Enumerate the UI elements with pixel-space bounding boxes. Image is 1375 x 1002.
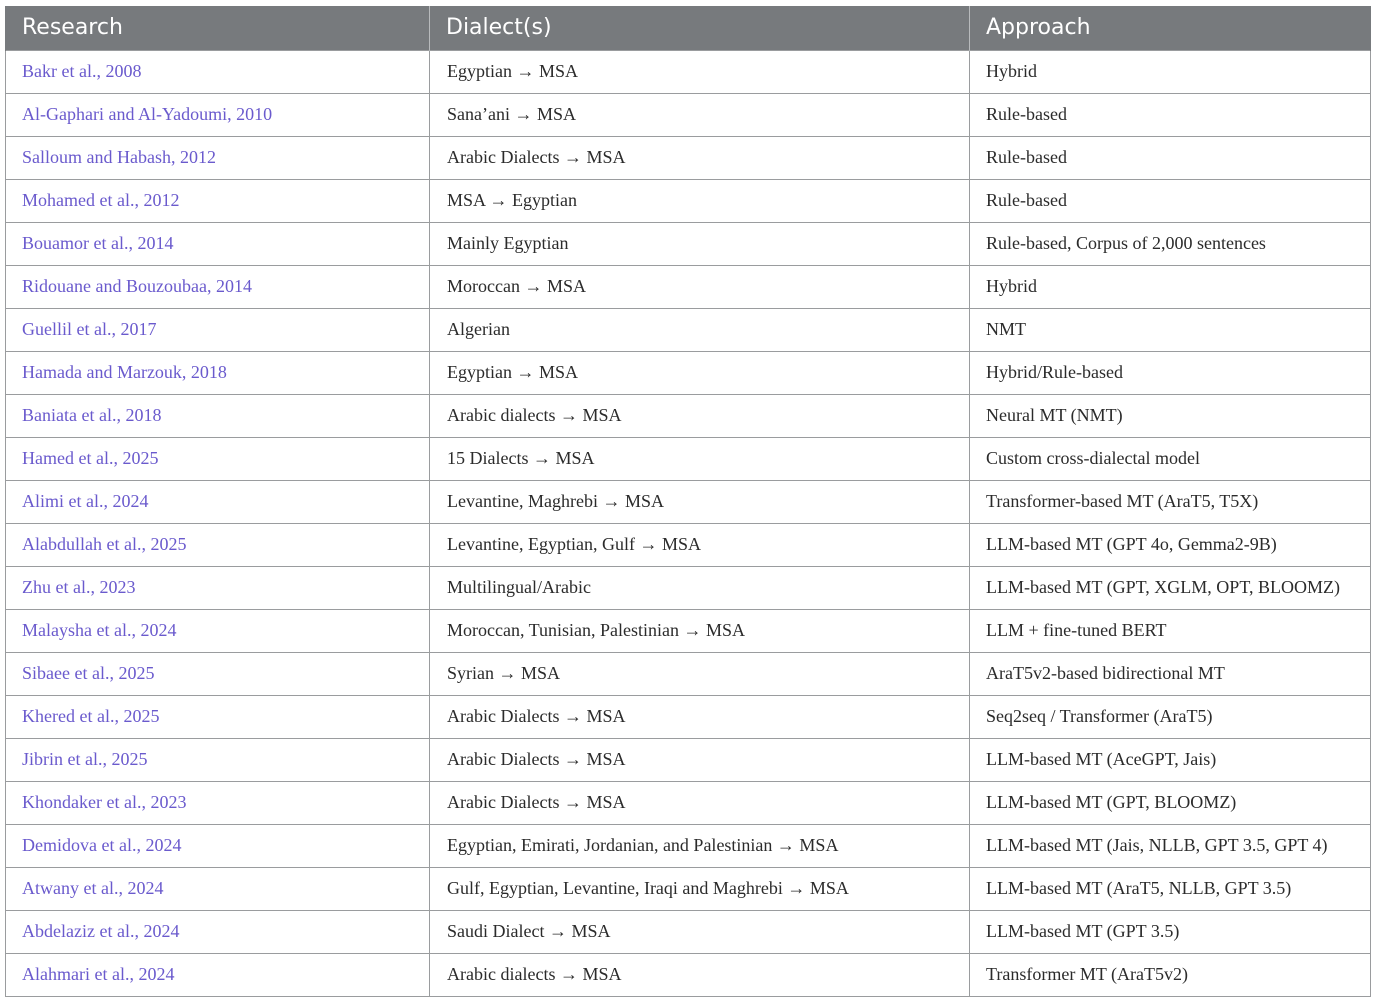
dialect-cell: MSA → Egyptian — [430, 179, 970, 222]
table-row — [6, 136, 1371, 179]
table-row — [6, 351, 1371, 394]
approach-cell: LLM-based MT (AceGPT, Jais) — [970, 738, 1371, 781]
approach-cell: Transformer-based MT (AraT5, T5X) — [970, 480, 1371, 523]
approach-cell: Rule-based — [970, 93, 1371, 136]
approach-cell: LLM-based MT (Jais, NLLB, GPT 3.5, GPT 4) — [970, 824, 1371, 867]
table-row — [6, 738, 1371, 781]
table-row — [6, 867, 1371, 910]
dialect-cell: Gulf, Egyptian, Levantine, Iraqi and Maghrebi → MSA — [430, 867, 970, 910]
table-row — [6, 179, 1371, 222]
header-approach: Approach — [970, 6, 1371, 50]
dialect-cell: Saudi Dialect → MSA — [430, 910, 970, 953]
approach-cell: LLM-based MT (GPT, BLOOMZ) — [970, 781, 1371, 824]
dialect-cell: Egyptian → MSA — [430, 351, 970, 394]
dialect-cell: 15 Dialects → MSA — [430, 437, 970, 480]
table-row — [6, 480, 1371, 523]
table-row — [6, 437, 1371, 480]
citation-link[interactable]: Malaysha et al., 2024 — [6, 609, 430, 652]
citation-link[interactable]: Alimi et al., 2024 — [6, 480, 430, 523]
header-dialects: Dialect(s) — [430, 6, 970, 50]
citation-link[interactable]: Sibaee et al., 2025 — [6, 652, 430, 695]
dialect-cell: Arabic Dialects → MSA — [430, 695, 970, 738]
approach-cell: NMT — [970, 308, 1371, 351]
approach-cell: Transformer MT (AraT5v2) — [970, 953, 1371, 996]
citation-link[interactable]: Zhu et al., 2023 — [6, 566, 430, 609]
dialect-cell: Arabic dialects → MSA — [430, 953, 970, 996]
header-research: Research — [6, 6, 430, 50]
approach-cell: LLM-based MT (GPT 3.5) — [970, 910, 1371, 953]
citation-link[interactable]: Guellil et al., 2017 — [6, 308, 430, 351]
dialect-cell: Egyptian → MSA — [430, 50, 970, 93]
citation-link[interactable]: Hamed et al., 2025 — [6, 437, 430, 480]
approach-cell: Custom cross-dialectal model — [970, 437, 1371, 480]
table-row — [6, 652, 1371, 695]
approach-cell: LLM + fine-tuned BERT — [970, 609, 1371, 652]
dialect-cell: Arabic Dialects → MSA — [430, 738, 970, 781]
citation-link[interactable]: Salloum and Habash, 2012 — [6, 136, 430, 179]
table-row — [6, 394, 1371, 437]
citation-link[interactable]: Abdelaziz et al., 2024 — [6, 910, 430, 953]
citation-link[interactable]: Al-Gaphari and Al-Yadoumi, 2010 — [6, 93, 430, 136]
citation-link[interactable]: Khondaker et al., 2023 — [6, 781, 430, 824]
dialect-cell: Sana’ani → MSA — [430, 93, 970, 136]
citation-link[interactable]: Alabdullah et al., 2025 — [6, 523, 430, 566]
literature-table-container — [5, 6, 1370, 997]
table-header — [6, 6, 1371, 50]
literature-table — [5, 6, 1371, 997]
approach-cell: Rule-based — [970, 136, 1371, 179]
citation-link[interactable]: Bakr et al., 2008 — [6, 50, 430, 93]
dialect-cell: Levantine, Maghrebi → MSA — [430, 480, 970, 523]
dialect-cell: Multilingual/Arabic — [430, 566, 970, 609]
dialect-cell: Moroccan, Tunisian, Palestinian → MSA — [430, 609, 970, 652]
citation-link[interactable]: Bouamor et al., 2014 — [6, 222, 430, 265]
approach-cell: LLM-based MT (AraT5, NLLB, GPT 3.5) — [970, 867, 1371, 910]
approach-cell: Hybrid — [970, 265, 1371, 308]
table-row — [6, 308, 1371, 351]
approach-cell: LLM-based MT (GPT 4o, Gemma2-9B) — [970, 523, 1371, 566]
dialect-cell: Levantine, Egyptian, Gulf → MSA — [430, 523, 970, 566]
table-row — [6, 953, 1371, 996]
approach-cell: Rule-based, Corpus of 2,000 sentences — [970, 222, 1371, 265]
citation-link[interactable]: Hamada and Marzouk, 2018 — [6, 351, 430, 394]
citation-link[interactable]: Ridouane and Bouzoubaa, 2014 — [6, 265, 430, 308]
table-row — [6, 695, 1371, 738]
dialect-cell: Moroccan → MSA — [430, 265, 970, 308]
dialect-cell: Algerian — [430, 308, 970, 351]
table-row — [6, 523, 1371, 566]
citation-link[interactable]: Mohamed et al., 2012 — [6, 179, 430, 222]
citation-link[interactable]: Atwany et al., 2024 — [6, 867, 430, 910]
table-row — [6, 50, 1371, 93]
dialect-cell: Syrian → MSA — [430, 652, 970, 695]
approach-cell: Hybrid/Rule-based — [970, 351, 1371, 394]
table-row — [6, 910, 1371, 953]
table-row — [6, 566, 1371, 609]
table-body — [6, 50, 1371, 996]
approach-cell: Hybrid — [970, 50, 1371, 93]
dialect-cell: Arabic dialects → MSA — [430, 394, 970, 437]
approach-cell: Rule-based — [970, 179, 1371, 222]
citation-link[interactable]: Baniata et al., 2018 — [6, 394, 430, 437]
header-row — [6, 6, 1371, 50]
dialect-cell: Mainly Egyptian — [430, 222, 970, 265]
dialect-cell: Arabic Dialects → MSA — [430, 781, 970, 824]
citation-link[interactable]: Alahmari et al., 2024 — [6, 953, 430, 996]
table-row — [6, 93, 1371, 136]
approach-cell: Neural MT (NMT) — [970, 394, 1371, 437]
table-row — [6, 781, 1371, 824]
dialect-cell: Egyptian, Emirati, Jordanian, and Palestinian → MSA — [430, 824, 970, 867]
dialect-cell: Arabic Dialects → MSA — [430, 136, 970, 179]
approach-cell: LLM-based MT (GPT, XGLM, OPT, BLOOMZ) — [970, 566, 1371, 609]
citation-link[interactable]: Demidova et al., 2024 — [6, 824, 430, 867]
citation-link[interactable]: Jibrin et al., 2025 — [6, 738, 430, 781]
table-row — [6, 265, 1371, 308]
citation-link[interactable]: Khered et al., 2025 — [6, 695, 430, 738]
table-row — [6, 824, 1371, 867]
table-row — [6, 222, 1371, 265]
table-row — [6, 609, 1371, 652]
approach-cell: AraT5v2-based bidirectional MT — [970, 652, 1371, 695]
approach-cell: Seq2seq / Transformer (AraT5) — [970, 695, 1371, 738]
